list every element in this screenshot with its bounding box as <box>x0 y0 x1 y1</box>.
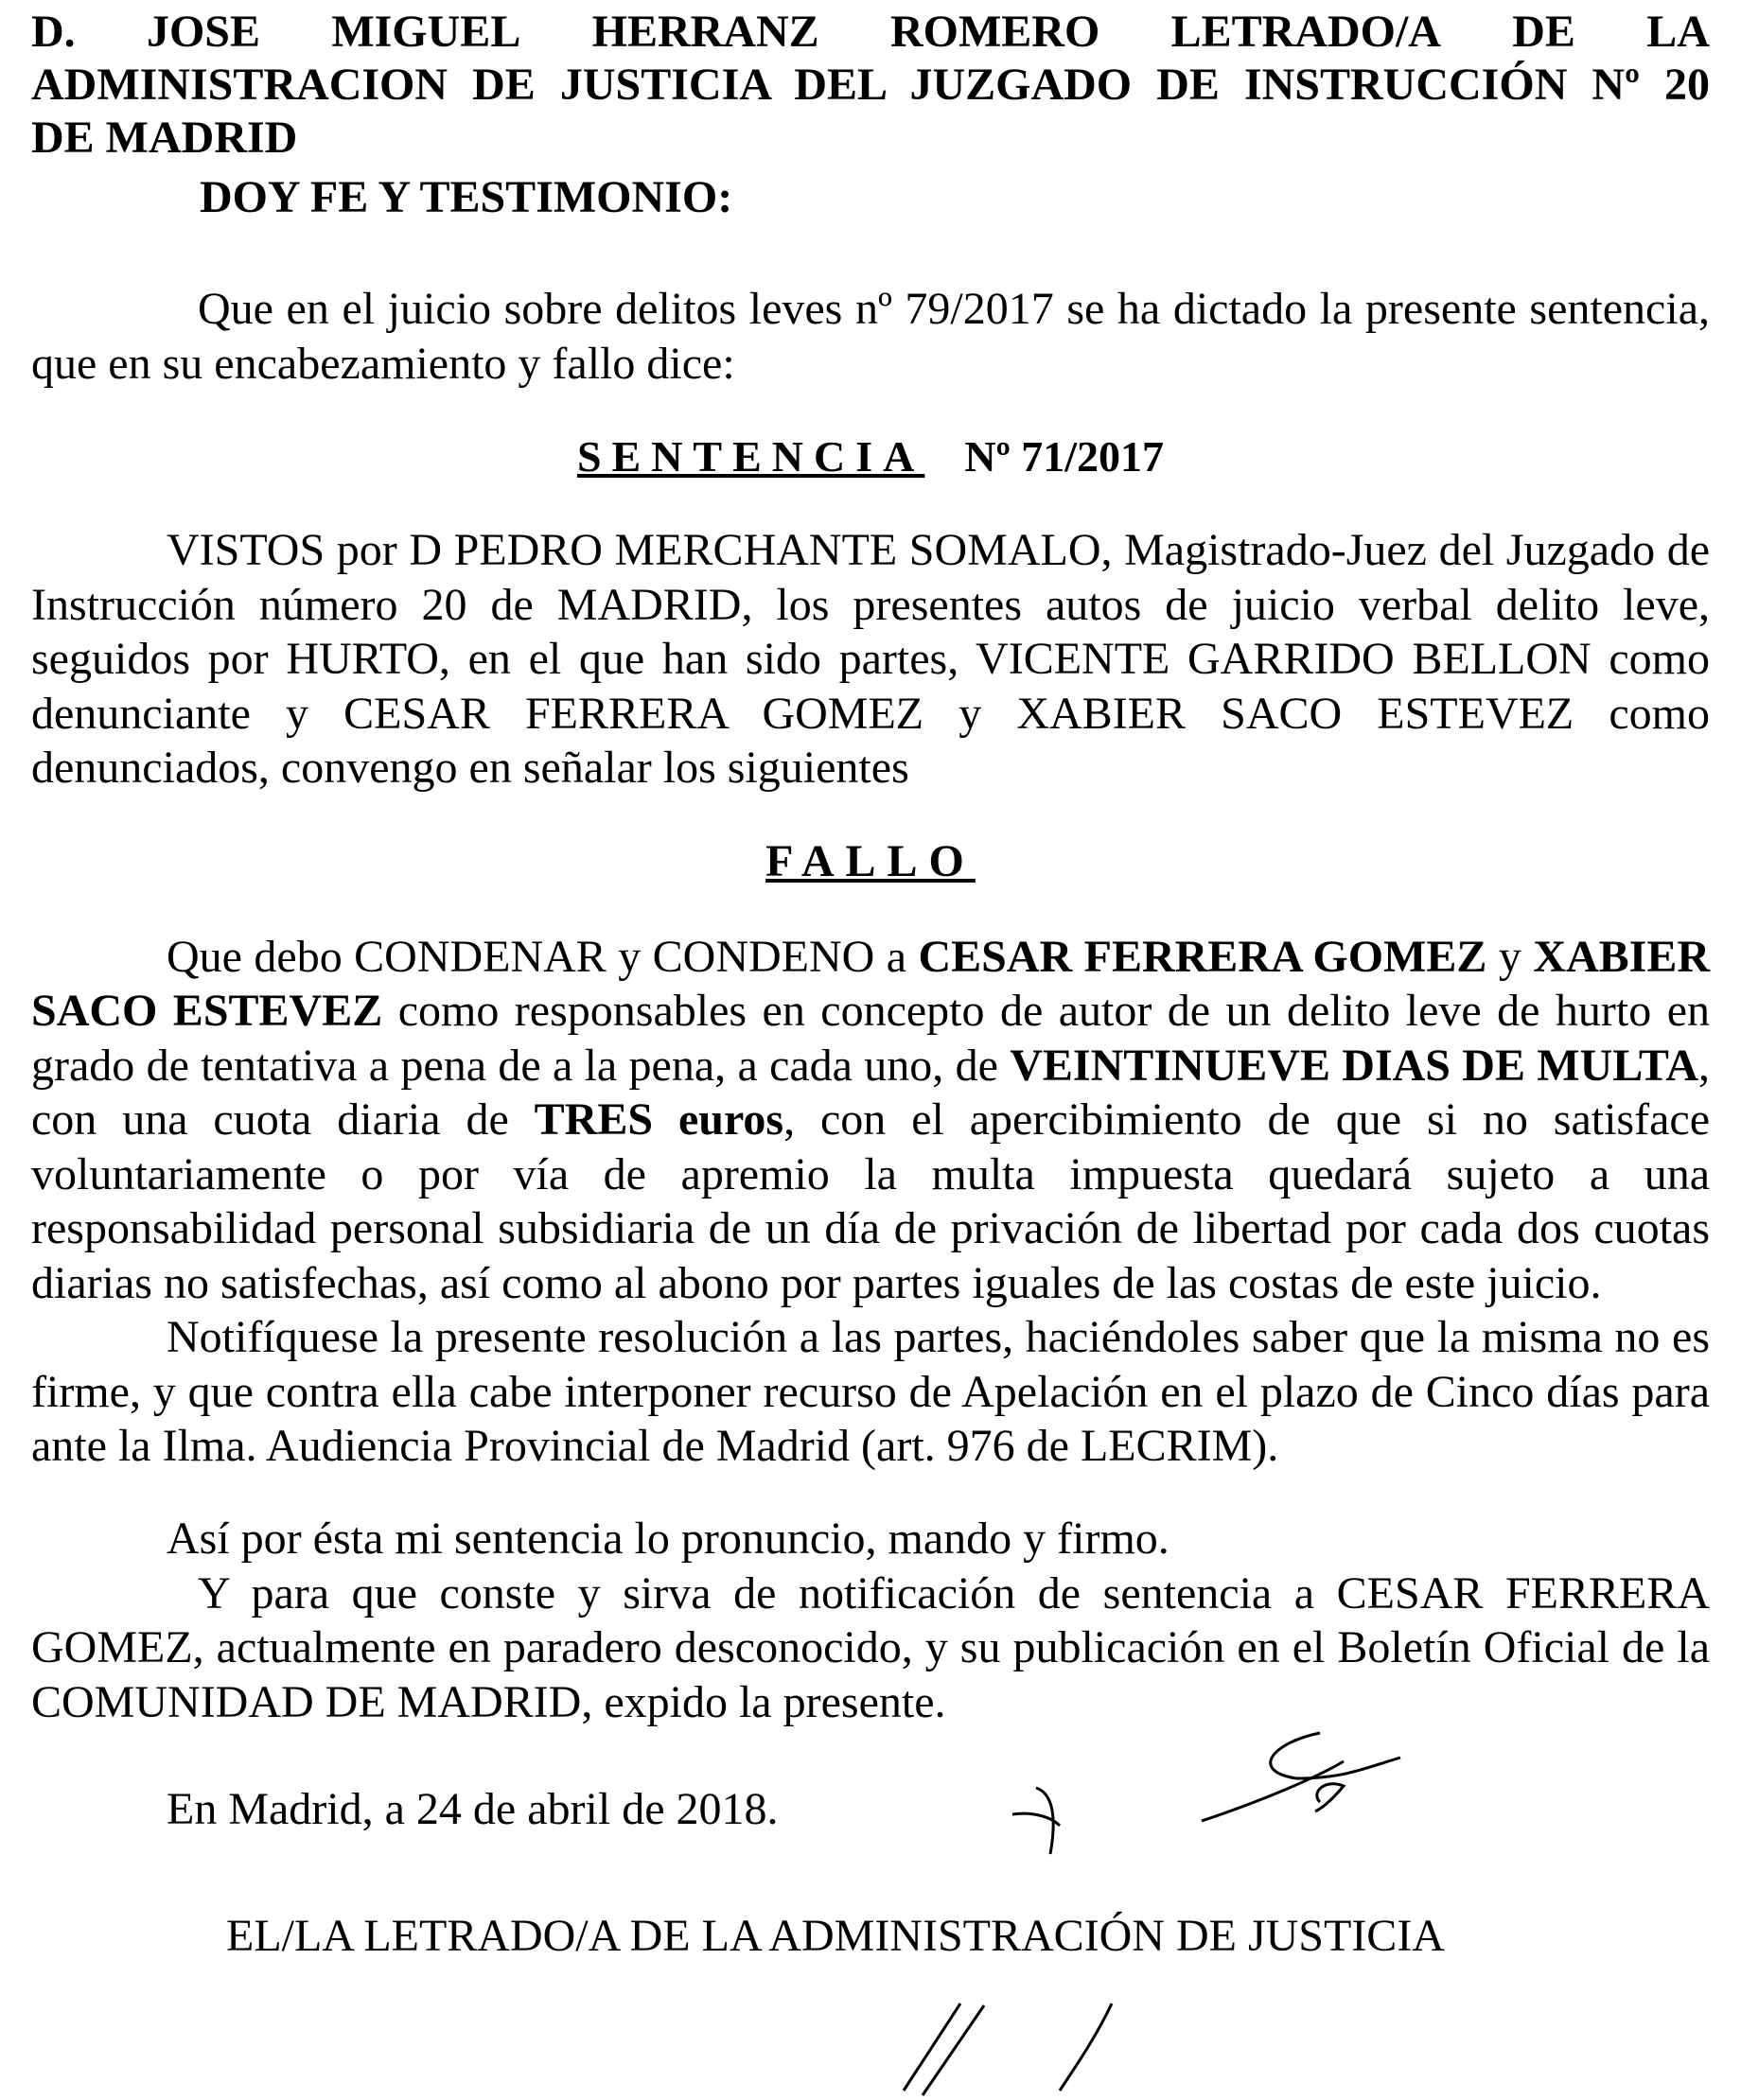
cuota-diaria: TRES euros <box>534 1094 784 1145</box>
fallo-text: y <box>1486 931 1534 982</box>
sentencia-number: Nº 71/2017 <box>964 432 1165 481</box>
header-word: HERRANZ <box>591 7 819 57</box>
sentencia-word: SENTENCIA <box>576 432 925 481</box>
header-line-2: ADMINISTRACION DE JUSTICIA DEL JUZGADO DE INSTRUCCIÓN Nº 20 <box>31 60 1710 110</box>
header-word: DE <box>1512 7 1575 57</box>
fallo-text: Que debo CONDENAR y CONDENO a <box>167 931 919 982</box>
fallo-text: , con el apercibimiento de que si no satisface voluntariamente o por vía de apremio la multa impuesta quedará sujeto a una responsabilidad personal subsidiaria de un día de privación de libertad por cada dos cuotas diarias no satisfechas, así como al abono por partes iguales de las costas de este juicio. <box>31 1094 1711 1308</box>
header-word: ROMERO <box>889 7 1100 57</box>
date-line: En Madrid, a 24 de abril de 2018. <box>167 1784 779 1834</box>
sentencia-title <box>31 429 1710 485</box>
fallo-text: como responsables en concepto de autor de un delito leve de hurto en grado de tentativa a pena de a la pena, a cada uno, de <box>31 986 1711 1091</box>
fallo-title: FALLO <box>765 835 976 886</box>
intro-paragraph: Que en el juicio sobre delitos leves nº 79/2017 se ha dictado la presente sentencia, que en su encabezamiento y fallo dice: <box>31 284 1710 389</box>
pena-dias: VEINTINUEVE DIAS DE MULTA <box>1010 1040 1698 1091</box>
condenado-1: CESAR FERRERA GOMEZ <box>918 931 1487 982</box>
header-word: MIGUEL <box>331 7 521 57</box>
vistos-paragraph: VISTOS por D PEDRO MERCHANTE SOMALO, Magistrado-Juez del Juzgado de Instrucción número 20 de MADRID, los presentes autos de juicio verbal delito leve, seguidos por HURTO, en el que han sido partes, VICENTE GARRIDO BELLON como denunciante y CESAR FERRERA GOMEZ y XABIER SACO ESTEVEZ como denunciados, convengo en señalar los siguientes <box>31 525 1710 793</box>
document-page <box>31 6 1710 2087</box>
header-line-3: DE MADRID <box>31 113 298 163</box>
signature-title: EL/LA LETRADO/A DE LA ADMINISTRACIÓN DE JUSTICIA <box>226 1911 1445 1961</box>
doy-fe-heading: DOY FE Y TESTIMONIO: <box>200 172 733 222</box>
fallo-text: , con una cuota diaria de <box>31 1040 1710 1145</box>
conste-paragraph: Y para que conste y sirva de notificación de sentencia a CESAR FERRERA GOMEZ, actualmente en paradero desconocido, y su publicación en el Boletín Oficial de la COMUNIDAD DE MADRID, expido la presente. <box>31 1567 1710 1727</box>
notifiquese-paragraph: Notifíquese la presente resolución a las partes, haciéndoles saber que la misma no es firme, y que contra ella cabe interponer recurso de Apelación en el plazo de Cinco días para ante la Ilma. Audiencia Provincial de Madrid (art. 976 de LECRIM). <box>31 1312 1710 1471</box>
asi-line: Así por ésta mi sentencia lo pronuncio, mando y firmo. <box>167 1513 1169 1564</box>
condenado-2: XABIER SACO ESTEVEZ <box>31 931 1711 1036</box>
header-word: JOSE <box>146 7 261 57</box>
fallo-paragraph <box>31 930 1710 1311</box>
header-word: D. <box>31 7 76 57</box>
header-word: LETRADO/A <box>1170 7 1441 57</box>
header-word: LA <box>1646 7 1710 57</box>
header-line-1 <box>31 6 1710 59</box>
